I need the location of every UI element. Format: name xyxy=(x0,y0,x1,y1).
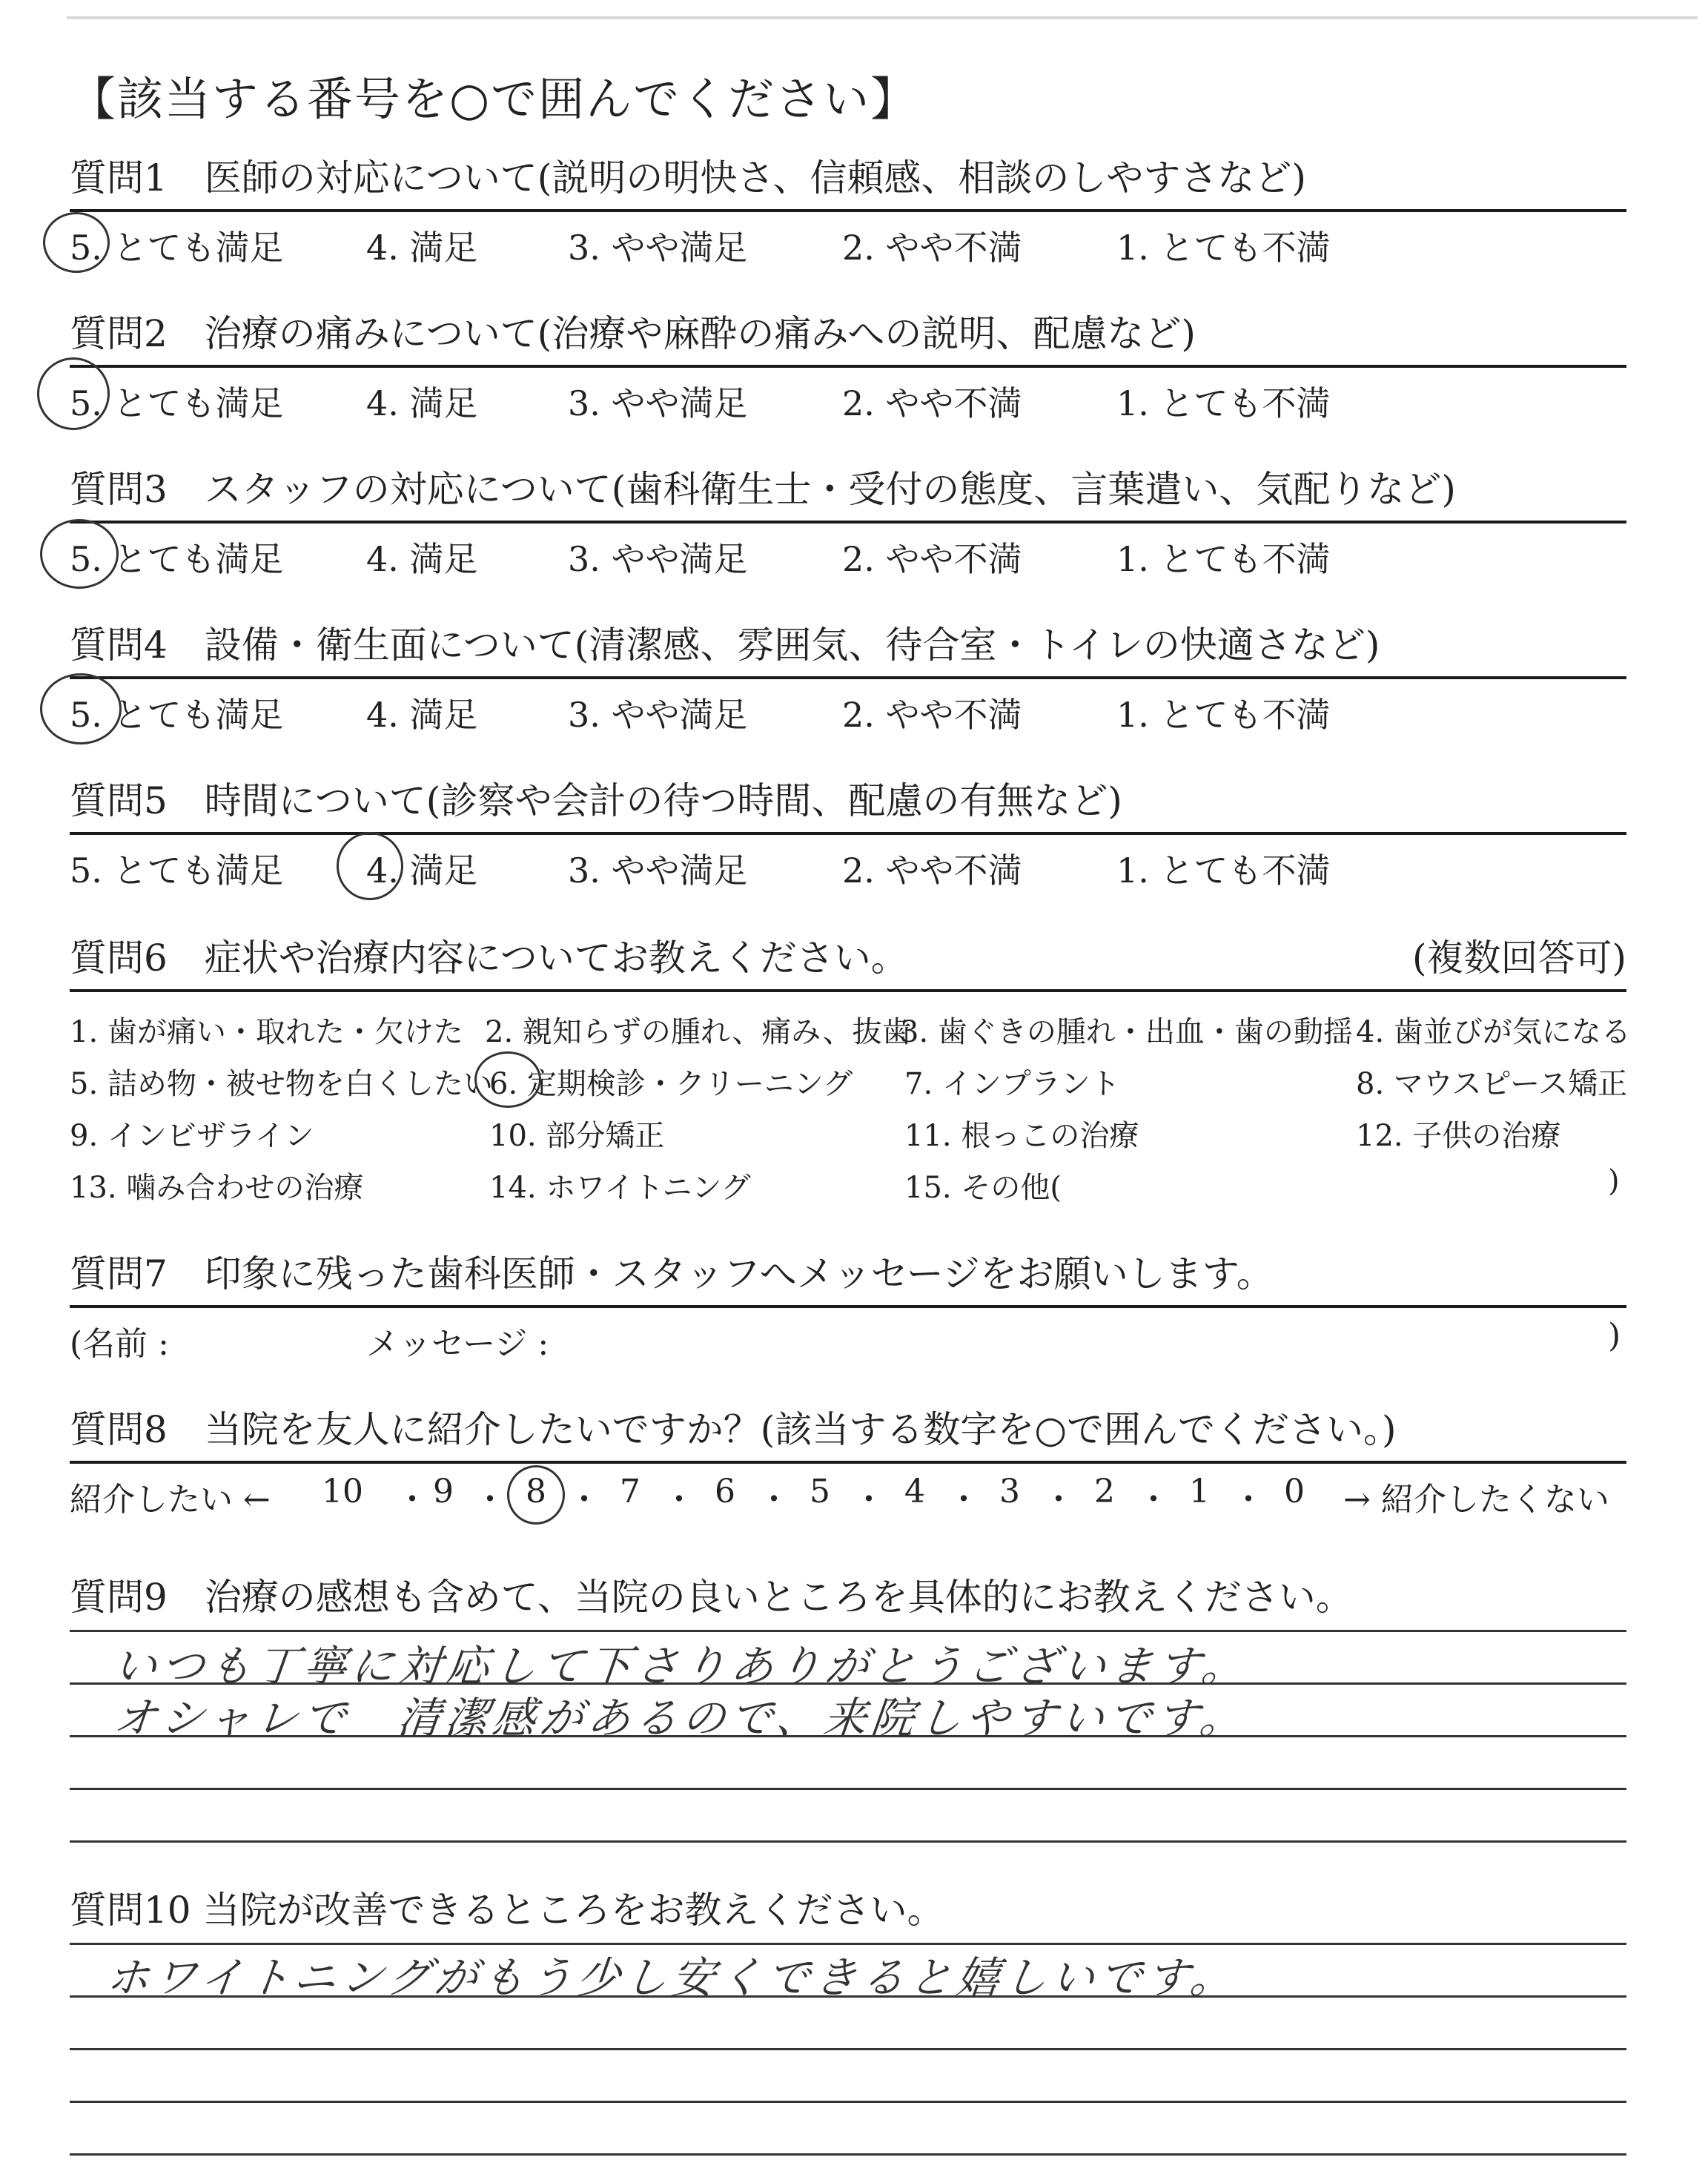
question-4 xyxy=(70,623,1626,735)
dot-separator: ・ xyxy=(663,1481,695,1519)
option-5[interactable]: 5. とても満足 xyxy=(70,539,284,579)
option-2[interactable]: 2. やや不満 xyxy=(842,228,1022,268)
question-6 xyxy=(70,936,1631,1215)
scale-number[interactable]: 3 xyxy=(999,1473,1020,1510)
symptom-option[interactable]: 2. 親知らずの腫れ、痛み、抜歯 xyxy=(485,1015,912,1049)
option-3[interactable]: 3. やや満足 xyxy=(568,539,748,579)
selection-circle xyxy=(474,1051,541,1108)
scale-number[interactable]: 9 xyxy=(433,1473,454,1510)
question-1-options xyxy=(70,212,1626,268)
question-6-title: 質問6 症状や治療内容についてお教えください。 xyxy=(70,937,908,980)
option-3[interactable]: 3. やや満足 xyxy=(568,228,748,268)
scale-number[interactable]: 4 xyxy=(904,1473,925,1510)
question-8 xyxy=(70,1407,1626,1519)
writing-line xyxy=(70,1840,1626,1843)
question-8-title: 質問8 当院を友人に紹介したいですか？(該当する数字を○で囲んでください。) xyxy=(70,1408,1397,1451)
option-4[interactable]: 4. 満足 xyxy=(366,695,478,735)
selection-circle xyxy=(40,519,119,589)
name-label: (名前 : xyxy=(70,1325,169,1363)
option-5[interactable]: 5. とても満足 xyxy=(70,851,284,891)
dot-separator: ・ xyxy=(1232,1481,1265,1519)
recommend-left-label: 紹介したい ← xyxy=(70,1481,271,1519)
symptom-option[interactable]: 4. 歯並びが気になる xyxy=(1356,1015,1631,1049)
message-label: メッセージ : xyxy=(366,1325,549,1363)
writing-line xyxy=(70,1788,1626,1790)
writing-line xyxy=(70,2101,1626,2103)
option-2[interactable]: 2. やや不満 xyxy=(842,695,1022,735)
symptom-option[interactable]: 3. 歯ぐきの腫れ・出血・歯の動揺 xyxy=(900,1015,1353,1049)
writing-line xyxy=(70,2048,1626,2050)
scale-number[interactable]: 8 xyxy=(526,1473,546,1510)
scale-number[interactable]: 1 xyxy=(1189,1473,1210,1510)
answer-lines xyxy=(70,1943,1626,2156)
instruction-header: 【該当する番号を○で囲んでください】 xyxy=(70,72,918,126)
scale-number[interactable]: 6 xyxy=(715,1473,735,1510)
question-5-options xyxy=(70,835,1626,891)
option-1[interactable]: 1. とても不満 xyxy=(1116,539,1331,579)
option-4[interactable]: 4. 満足 xyxy=(366,383,478,423)
scale-number[interactable]: 10 xyxy=(322,1473,363,1510)
scale-number[interactable]: 7 xyxy=(620,1473,640,1510)
handwritten-answer: いつも丁寧に対応して下さりありがとうございます。 xyxy=(110,1641,1252,1691)
question-1 xyxy=(70,156,1626,268)
question-9 xyxy=(70,1575,1626,1843)
recommend-scale xyxy=(70,1464,1626,1519)
question-10 xyxy=(70,1888,1626,2156)
question-3-title: 質問3 スタッフの対応について(歯科衛生士・受付の態度、言葉遣い、気配りなど) xyxy=(70,468,1456,511)
option-5[interactable]: 5. とても満足 xyxy=(70,383,284,423)
symptom-option[interactable]: 14. ホワイトニング xyxy=(489,1171,751,1205)
handwritten-answer: ホワイトニングがもう少し安くできると嬉しいです。 xyxy=(103,1952,1241,2003)
question-3 xyxy=(70,467,1626,579)
question-2-title: 質問2 治療の痛みについて(治療や麻酔の痛みへの説明、配慮など) xyxy=(70,312,1196,355)
dot-separator: ・ xyxy=(758,1481,790,1519)
question-9-title: 質問9 治療の感想も含めて、当院の良いところを具体的にお教えください。 xyxy=(70,1576,1353,1619)
symptom-option[interactable]: 6. 定期検診・クリーニング xyxy=(489,1067,853,1101)
selection-circle xyxy=(37,357,110,430)
dot-separator: ・ xyxy=(1137,1481,1170,1519)
option-1[interactable]: 1. とても不満 xyxy=(1116,228,1331,268)
scale-number[interactable]: 0 xyxy=(1284,1473,1305,1510)
symptom-option[interactable]: 8. マウスピース矯正 xyxy=(1356,1067,1628,1101)
option-3[interactable]: 3. やや満足 xyxy=(568,851,748,891)
question-7 xyxy=(70,1252,1626,1363)
message-row xyxy=(70,1308,1626,1363)
option-4[interactable]: 4. 満足 xyxy=(366,851,478,891)
dot-separator: ・ xyxy=(474,1481,506,1519)
question-5 xyxy=(70,779,1626,891)
symptom-option[interactable]: 15. その他( xyxy=(904,1171,1062,1205)
option-2[interactable]: 2. やや不満 xyxy=(842,851,1022,891)
option-3[interactable]: 3. やや満足 xyxy=(568,383,748,423)
option-3[interactable]: 3. やや満足 xyxy=(568,695,748,735)
recommend-right-label: → 紹介したくない xyxy=(1343,1481,1609,1519)
dot-separator: ・ xyxy=(396,1481,428,1519)
scale-number[interactable]: 2 xyxy=(1094,1473,1115,1510)
handwritten-answer: オシャレで 清潔感があるので、来院しやすいです。 xyxy=(110,1693,1251,1743)
multiple-answer-note: (複数回答可) xyxy=(1411,937,1626,980)
option-1[interactable]: 1. とても不満 xyxy=(1116,851,1331,891)
closing-paren: ) xyxy=(1608,1317,1621,1355)
answer-lines xyxy=(70,1630,1626,1843)
option-2[interactable]: 2. やや不満 xyxy=(842,539,1022,579)
symptom-option[interactable]: 7. インプラント xyxy=(904,1067,1120,1101)
question-6-title-row xyxy=(70,936,1626,980)
symptom-option[interactable]: 10. 部分矯正 xyxy=(489,1119,665,1153)
dot-separator: ・ xyxy=(947,1481,980,1519)
dot-separator: ・ xyxy=(568,1481,600,1519)
question-7-title: 質問7 印象に残った歯科医師・スタッフへメッセージをお願いします。 xyxy=(70,1252,1274,1295)
selection-circle xyxy=(43,212,110,273)
scan-edge xyxy=(67,16,1698,19)
dot-separator: ・ xyxy=(853,1481,885,1519)
option-4[interactable]: 4. 満足 xyxy=(366,539,478,579)
question-4-options xyxy=(70,679,1626,735)
selection-circle xyxy=(337,832,403,900)
option-1[interactable]: 1. とても不満 xyxy=(1116,695,1331,735)
option-5[interactable]: 5. とても満足 xyxy=(70,695,284,735)
option-5[interactable]: 5. とても満足 xyxy=(70,228,284,268)
option-2[interactable]: 2. やや不満 xyxy=(842,383,1022,423)
option-1[interactable]: 1. とても不満 xyxy=(1116,383,1331,423)
selection-circle xyxy=(507,1465,565,1525)
symptom-option[interactable]: 12. 子供の治療 xyxy=(1356,1119,1561,1153)
option-4[interactable]: 4. 満足 xyxy=(366,228,478,268)
dot-separator: ・ xyxy=(1042,1481,1075,1519)
symptom-option[interactable]: 9. インビザライン xyxy=(70,1119,314,1153)
selection-circle xyxy=(40,673,122,744)
question-2-options xyxy=(70,368,1626,423)
question-1-title: 質問1 医師の対応について(説明の明快さ、信頼感、相談のしやすさなど) xyxy=(70,156,1306,199)
question-5-title: 質問5 時間について(診察や会計の待つ時間、配慮の有無など) xyxy=(70,779,1122,822)
scale-number[interactable]: 5 xyxy=(810,1473,830,1510)
closing-paren: ) xyxy=(1608,1164,1620,1198)
symptom-options xyxy=(70,992,1631,1215)
writing-line xyxy=(70,2153,1626,2156)
symptom-option[interactable]: 1. 歯が痛い・取れた・欠けた xyxy=(70,1015,463,1049)
question-3-options xyxy=(70,524,1626,579)
symptom-option[interactable]: 11. 根っこの治療 xyxy=(904,1119,1139,1153)
question-2 xyxy=(70,311,1626,423)
question-10-title: 質問10 当院が改善できるところをお教えください。 xyxy=(70,1889,944,1932)
symptom-option[interactable]: 13. 噛み合わせの治療 xyxy=(70,1171,364,1205)
question-4-title: 質問4 設備・衛生面について(清潔感、雰囲気、待合室・トイレの快適さなど) xyxy=(70,624,1380,667)
symptom-option[interactable]: 5. 詰め物・被せ物を白くしたい xyxy=(70,1067,493,1101)
